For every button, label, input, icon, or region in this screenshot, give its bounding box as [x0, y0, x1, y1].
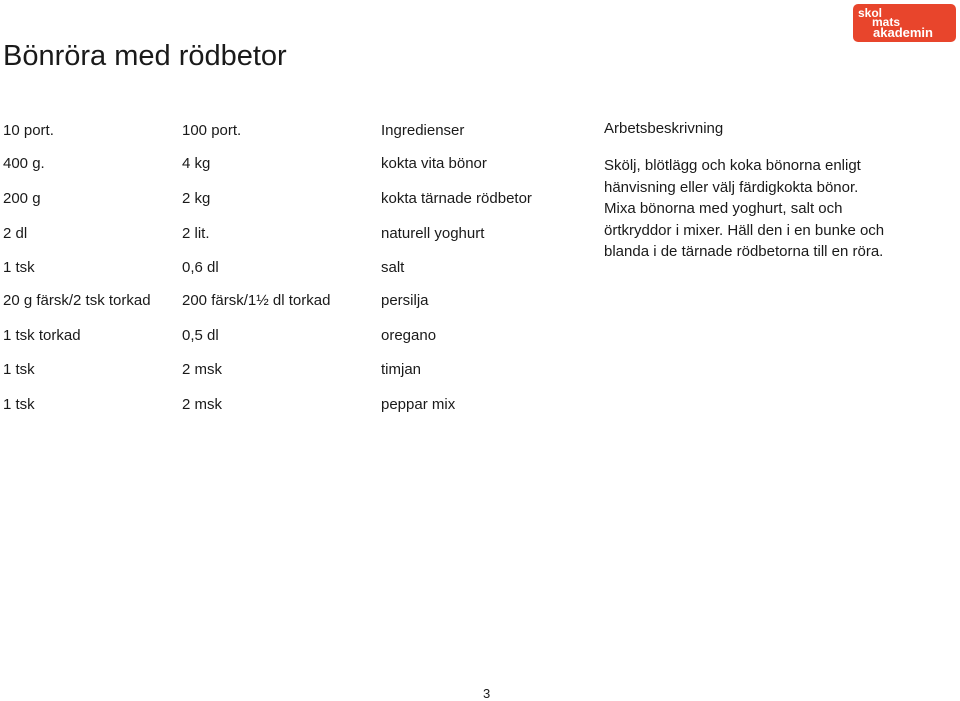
- table-cell: 2 lit.: [182, 225, 210, 242]
- table-cell: salt: [381, 259, 405, 276]
- svg-text:mats: mats: [872, 15, 901, 29]
- table-cell: 20 g färsk/2 tsk torkad: [3, 292, 151, 309]
- description-line: hänvisning eller välj färdigkokta bönor.: [604, 178, 859, 196]
- page-number: 3: [483, 686, 491, 701]
- description-text: [604, 155, 934, 263]
- table-cell: 2 msk: [182, 396, 223, 413]
- table-cell: 0,5 dl: [182, 327, 219, 344]
- table-cell: 1 tsk torkad: [3, 327, 81, 344]
- header-10-port: 10 port.: [3, 122, 54, 139]
- description-heading: Arbetsbeskrivning: [604, 120, 724, 137]
- header-100-port: 100 port.: [182, 122, 242, 139]
- table-cell: 2 kg: [182, 190, 211, 207]
- description-line: örtkryddor i mixer. Häll den i en bunke och: [604, 221, 885, 239]
- page-title: Bönröra med rödbetor: [3, 40, 287, 72]
- description-line: Skölj, blötlägg och koka bönorna enligt: [604, 157, 861, 174]
- description-line: Mixa bönorna med yoghurt, salt och: [604, 200, 843, 217]
- header-ingredienser: Ingredienser: [381, 122, 465, 139]
- skolmatsakademin-logo: [853, 4, 956, 42]
- table-cell: 200 färsk/1½ dl torkad: [182, 292, 331, 309]
- table-cell: 0,6 dl: [182, 259, 219, 276]
- table-cell: oregano: [381, 327, 437, 344]
- table-cell: kokta vita bönor: [381, 155, 487, 172]
- table-cell: peppar mix: [381, 396, 456, 413]
- table-cell: persilja: [381, 292, 429, 309]
- table-cell: kokta tärnade rödbetor: [381, 190, 532, 207]
- table-cell: 2 msk: [182, 361, 223, 378]
- svg-text:skol: skol: [858, 6, 883, 20]
- table-cell: 1 tsk: [3, 259, 35, 276]
- table-cell: 200 g: [3, 190, 41, 207]
- table-cell: naturell yoghurt: [381, 225, 485, 242]
- table-cell: 1 tsk: [3, 361, 35, 378]
- svg-text:akademin: akademin: [873, 25, 933, 40]
- description-line: blanda i de tärnade rödbetorna till en röra.: [604, 243, 884, 260]
- table-cell: 400 g.: [3, 155, 45, 172]
- table-cell: 4 kg: [182, 155, 211, 172]
- table-cell: timjan: [381, 361, 422, 378]
- table-cell: 2 dl: [3, 225, 28, 242]
- table-cell: 1 tsk: [3, 396, 35, 413]
